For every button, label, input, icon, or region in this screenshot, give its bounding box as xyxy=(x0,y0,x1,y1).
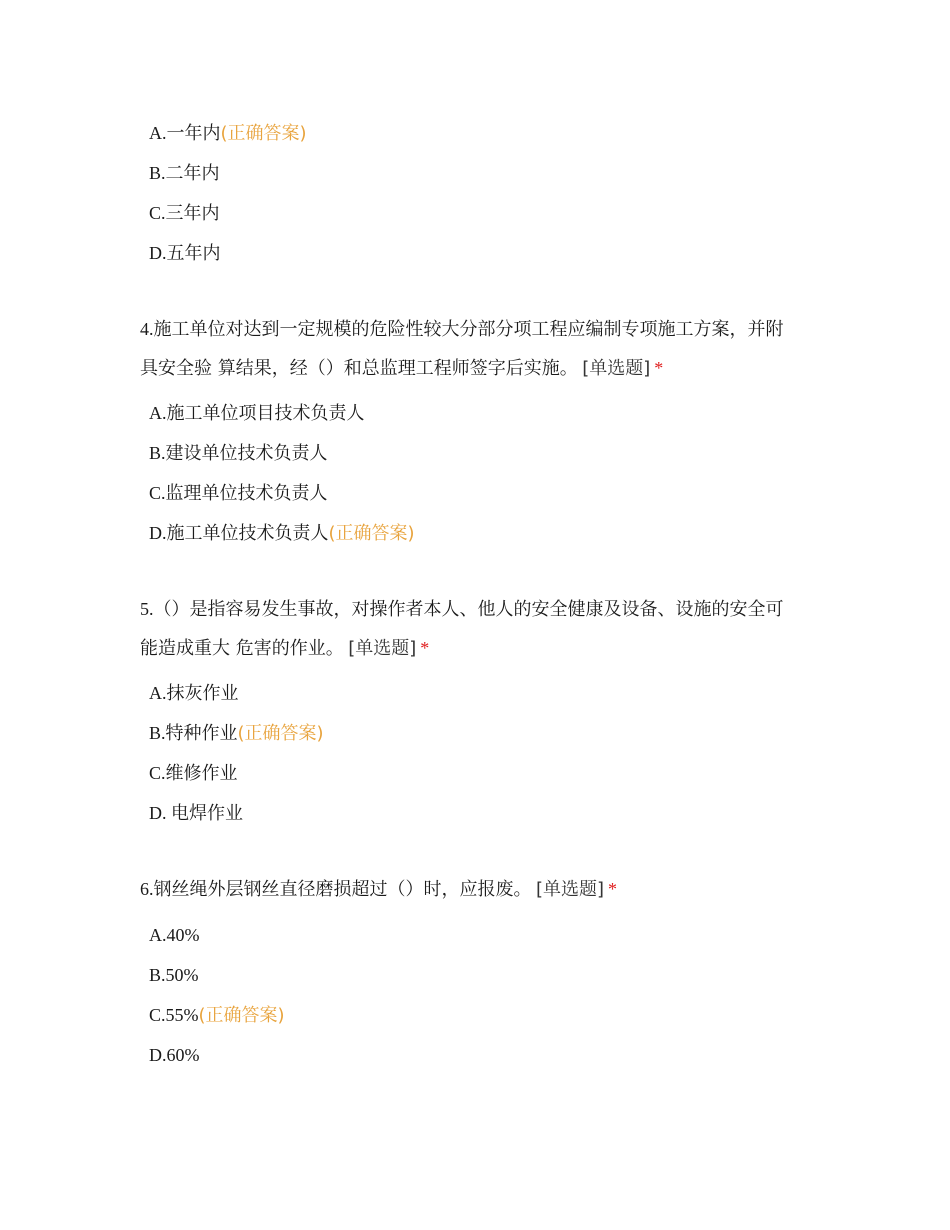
option-text: 60% xyxy=(166,1045,200,1065)
correct-answer-marker: (正确答案) xyxy=(328,523,415,544)
correct-answer-marker: (正确答案) xyxy=(220,123,307,144)
required-star-icon: * xyxy=(420,638,430,658)
option-text: 五年内 xyxy=(166,243,221,264)
question-5-stem xyxy=(140,590,820,668)
option-label: C. xyxy=(149,763,166,783)
required-star-icon: * xyxy=(654,358,664,378)
option-label: D. xyxy=(149,243,167,263)
question-number: 4. xyxy=(140,319,154,339)
q4-option-d xyxy=(149,521,415,546)
option-label: C. xyxy=(149,1005,166,1025)
option-text: 维修作业 xyxy=(165,763,238,784)
option-text: 监理单位技术负责人 xyxy=(165,483,328,504)
option-label: A. xyxy=(149,683,167,703)
q6-option-b xyxy=(149,963,199,987)
option-text: 电焊作业 xyxy=(171,803,243,824)
option-text: 施工单位技术负责人 xyxy=(166,523,329,544)
option-text: 抹灰作业 xyxy=(166,683,239,704)
question-number: 5. xyxy=(140,599,154,619)
q5-option-a xyxy=(149,681,239,706)
question-text-line1: 钢丝绳外层钢丝直径磨损超过（）时，应报废。 xyxy=(153,879,532,900)
option-label: D. xyxy=(149,1045,167,1065)
q4-option-a xyxy=(149,401,365,426)
q6-option-a xyxy=(149,923,200,947)
option-text: 一年内 xyxy=(166,123,221,144)
option-label: A. xyxy=(149,403,167,423)
option-label: B. xyxy=(149,443,166,463)
option-label: B. xyxy=(149,965,166,985)
q4-option-b xyxy=(149,441,328,466)
option-label: D. xyxy=(149,803,171,823)
question-number: 6. xyxy=(140,879,154,899)
option-text: 50% xyxy=(165,965,199,985)
option-text: 建设单位技术负责人 xyxy=(165,443,328,464)
option-text: 三年内 xyxy=(165,203,220,224)
q5-option-d xyxy=(149,801,243,826)
correct-answer-marker: (正确答案) xyxy=(237,723,324,744)
question-type-tag: [单选题] xyxy=(536,879,605,900)
option-text: 40% xyxy=(166,925,200,945)
correct-answer-marker: (正确答案) xyxy=(198,1005,285,1026)
option-label: B. xyxy=(149,163,166,183)
option-label: D. xyxy=(149,523,167,543)
q4-option-c xyxy=(149,481,328,506)
q6-option-c xyxy=(149,1003,285,1028)
question-text-line2: 能造成重大 危害的作业。 xyxy=(140,638,344,659)
q3-option-b xyxy=(149,161,220,186)
q6-option-d xyxy=(149,1043,200,1067)
question-type-tag: [单选题] xyxy=(348,638,417,659)
option-text: 55% xyxy=(165,1005,199,1025)
required-star-icon: * xyxy=(608,879,618,899)
question-text-line1: （）是指容易发生事故，对操作者本人、他人的安全健康及设备、设施的安全可 xyxy=(153,599,784,620)
q3-option-c xyxy=(149,201,220,226)
option-label: C. xyxy=(149,483,166,503)
q5-option-b xyxy=(149,721,324,746)
question-text-line2: 具安全验 算结果，经（）和总监理工程师签字后实施。 xyxy=(140,358,578,379)
option-label: A. xyxy=(149,925,167,945)
question-4-stem xyxy=(140,310,820,388)
q5-option-c xyxy=(149,761,238,786)
q3-option-d xyxy=(149,241,221,266)
option-label: B. xyxy=(149,723,166,743)
option-label: A. xyxy=(149,123,167,143)
option-label: C. xyxy=(149,203,166,223)
question-6-stem xyxy=(140,870,820,909)
option-text: 特种作业 xyxy=(165,723,238,744)
option-text: 施工单位项目技术负责人 xyxy=(166,403,365,424)
option-text: 二年内 xyxy=(165,163,220,184)
q3-option-a xyxy=(149,121,307,146)
question-text-line1: 施工单位对达到一定规模的危险性较大分部分项工程应编制专项施工方案，并附 xyxy=(153,319,784,340)
question-type-tag: [单选题] xyxy=(582,358,651,379)
